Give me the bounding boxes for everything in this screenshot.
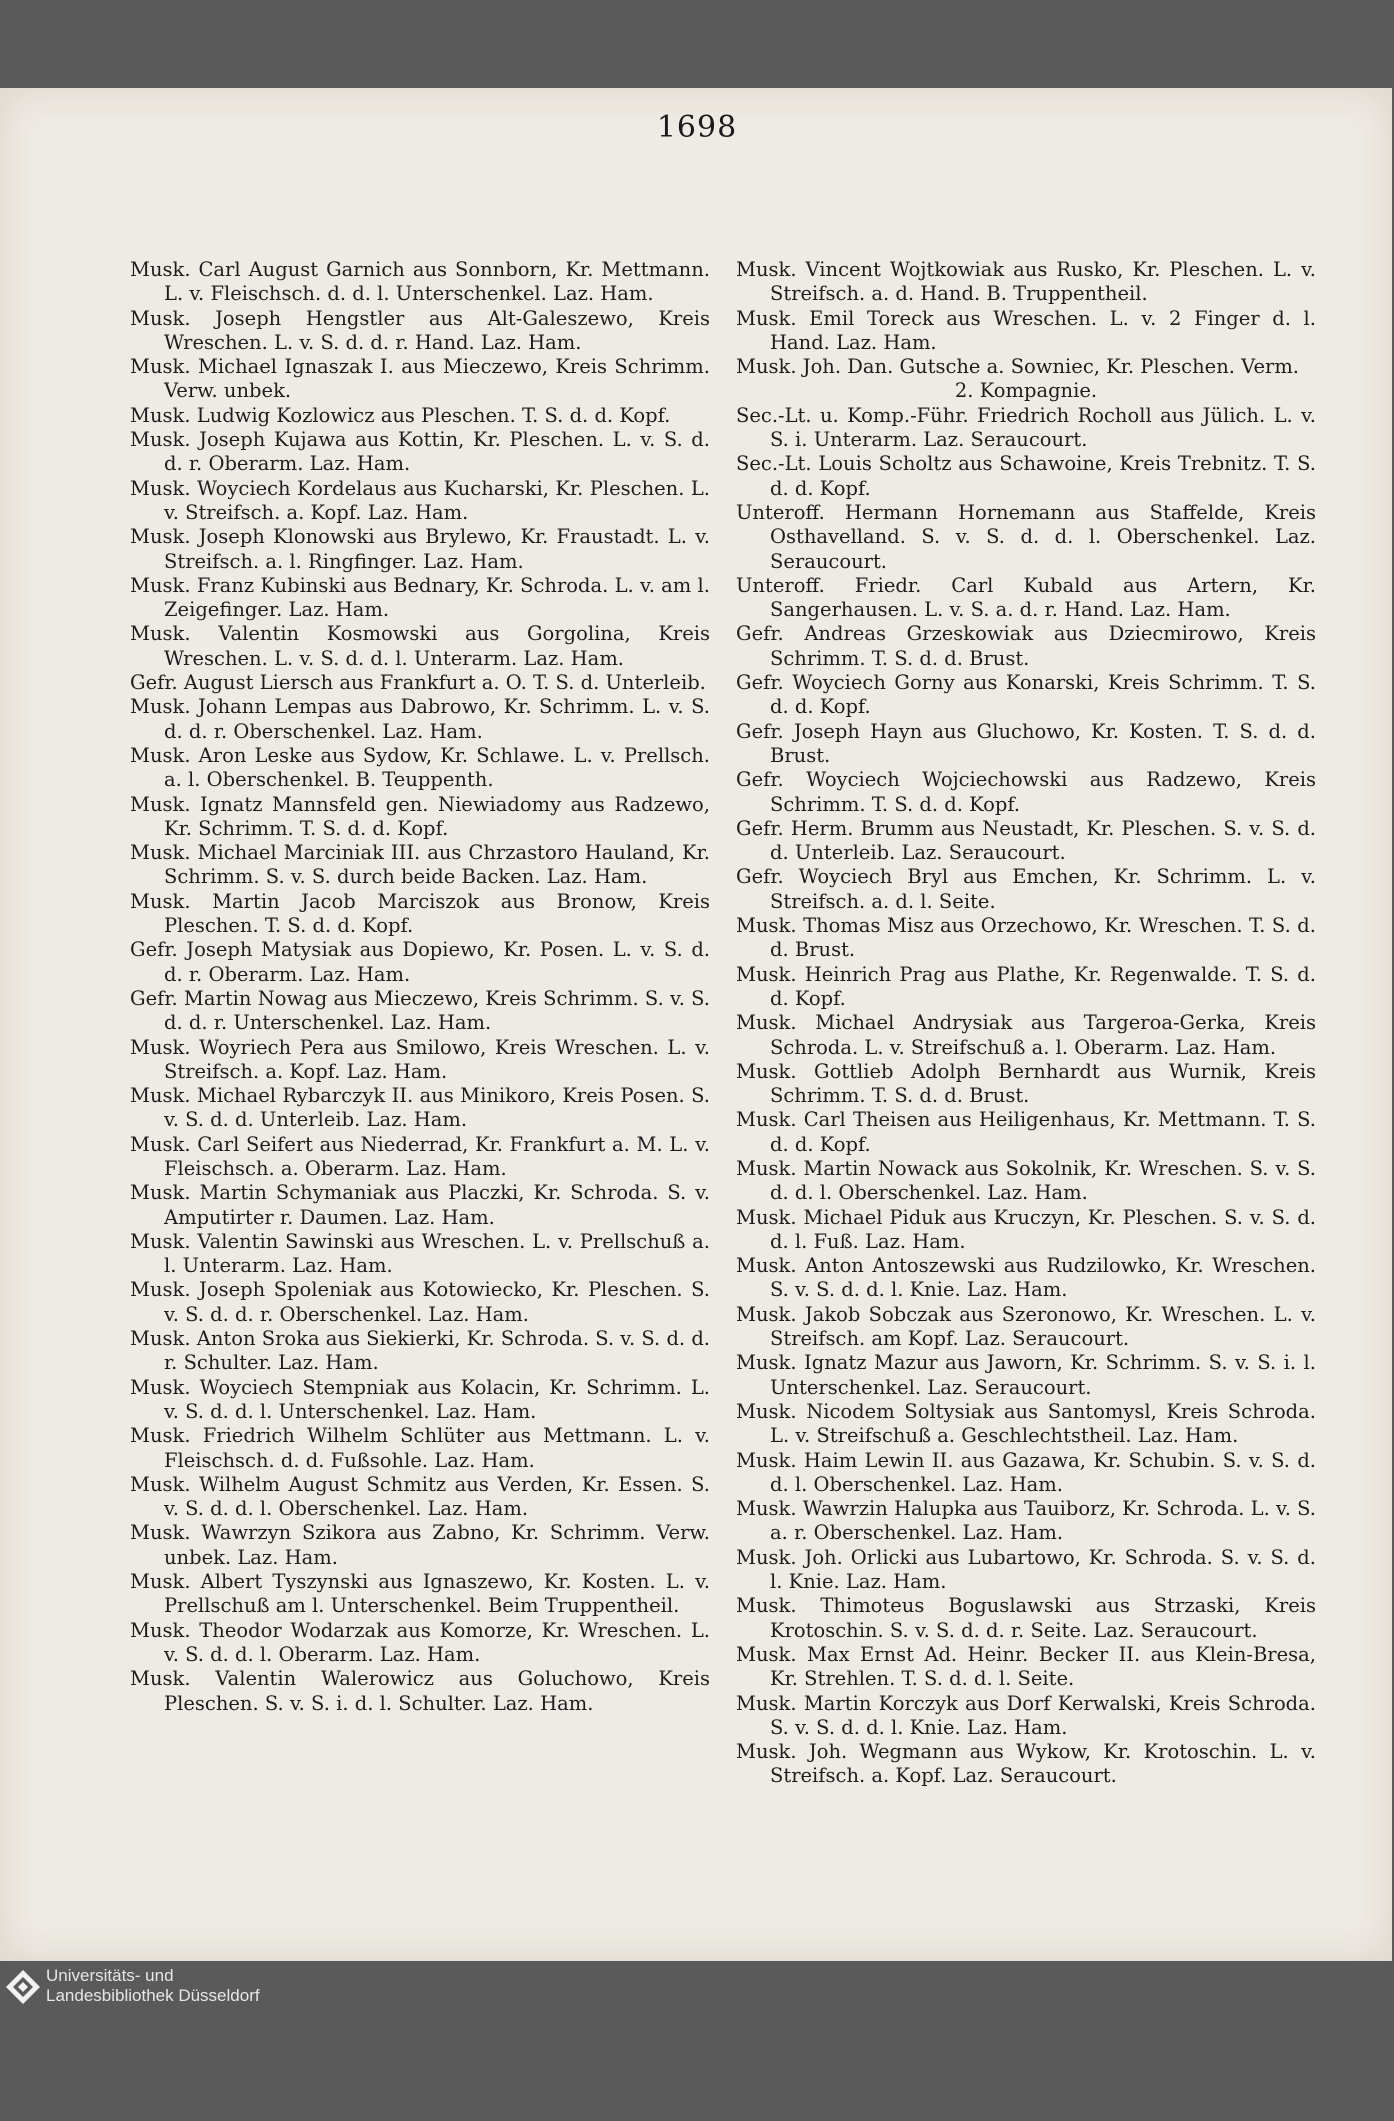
list-entry: Musk. Michael Piduk aus Kruczyn, Kr. Pleschen. S. v. S. d. d. l. Fuß. Laz. Ham.	[736, 1205, 1316, 1253]
list-entry: Gefr. August Liersch aus Frankfurt a. O. T. S. d. Unterleib.	[130, 671, 706, 695]
list-entry: Musk. Aron Leske aus Sydow, Kr. Schlawe. L. v. Prellsch. a. l. Oberschenkel. B. Teuppenth.	[130, 743, 710, 792]
library-name-line1: Universitäts- und	[46, 1966, 174, 1985]
list-entry: Musk. Valentin Sawinski aus Wreschen. L. v. Prellschuß a. l. Unterarm. Laz. Ham.	[130, 1229, 710, 1278]
list-entry: Gefr. Joseph Matysiak aus Dopiewo, Kr. Posen. L. v. S. d. d. r. Oberarm. Laz. Ham.	[130, 938, 710, 986]
list-entry: Gefr. Woyciech Gorny aus Konarski, Kreis Schrimm. T. S. d. d. Kopf.	[736, 671, 1316, 719]
list-entry: Musk. Martin Korczyk aus Dorf Kerwalski, Kreis Schroda. S. v. S. d. d. l. Knie. Laz. Ham.	[736, 1691, 1316, 1739]
list-entry: Musk. Martin Nowack aus Sokolnik, Kr. Wreschen. S. v. S. d. d. l. Oberschenkel. Laz. Ham.	[736, 1156, 1316, 1205]
list-entry: Musk. Joseph Kujawa aus Kottin, Kr. Pleschen. L. v. S. d. d. r. Oberarm. Laz. Ham.	[130, 428, 710, 476]
list-entry: Musk. Carl Theisen aus Heiligenhaus, Kr. Mettmann. T. S. d. d. Kopf.	[736, 1108, 1316, 1156]
page-number: 1698	[656, 110, 738, 145]
list-entry: Musk. Carl August Garnich aus Sonnborn, Kr. Mettmann. L. v. Fleischsch. d. d. l. Unterschenkel. Laz. Ham.	[130, 258, 710, 306]
list-entry: Musk. Friedrich Wilhelm Schlüter aus Mettmann. L. v. Fleischsch. d. d. Fußsohle. Laz. Ham.	[130, 1424, 710, 1472]
list-entry: Musk. Wilhelm August Schmitz aus Verden, Kr. Essen. S. v. S. d. d. l. Oberschenkel. Laz. Ham.	[130, 1472, 710, 1521]
list-entry: Musk. Michael Rybarczyk II. aus Minikoro, Kreis Posen. S. v. S. d. d. Unterleib. Laz. Ham.	[130, 1084, 710, 1132]
list-entry: Musk. Joseph Spoleniak aus Kotowiecko, Kr. Pleschen. S. v. S. d. d. r. Oberschenkel. Laz. Ham.	[130, 1278, 710, 1326]
list-entry: Musk. Joh. Dan. Gutsche a. Sowniec, Kr. Pleschen. Verm.	[736, 355, 1300, 379]
list-entry: Musk. Max Ernst Ad. Heinr. Becker II. aus Klein-Bresa, Kr. Strehlen. T. S. d. d. l. Seite.	[736, 1642, 1316, 1691]
list-entry: Musk. Albert Tyszynski aus Ignaszewo, Kr. Kosten. L. v. Prellschuß am l. Unterschenkel. Beim Truppentheil.	[130, 1570, 710, 1618]
list-entry: Musk. Woyciech Stempniak aus Kolacin, Kr. Schrimm. L. v. S. d. d. l. Unterschenkel. Laz. Ham.	[130, 1375, 710, 1423]
list-entry: Sec.-Lt. Louis Scholtz aus Schawoine, Kreis Trebnitz. T. S. d. d. Kopf.	[736, 452, 1316, 500]
list-entry: Musk. Nicodem Soltysiak aus Santomysl, Kreis Schroda. L. v. Streifschuß a. Geschlechtstheil. Laz. Ham.	[736, 1399, 1316, 1448]
list-entry: Musk. Vincent Wojtkowiak aus Rusko, Kr. Pleschen. L. v. Streifsch. a. d. Hand. B. Truppentheil.	[736, 258, 1316, 306]
list-entry: Gefr. Andreas Grzeskowiak aus Dziecmirowo, Kreis Schrimm. T. S. d. d. Brust.	[736, 622, 1316, 670]
list-entry: Musk. Ignatz Mannsfeld gen. Niewiadomy aus Radzewo, Kr. Schrimm. T. S. d. d. Kopf.	[130, 792, 710, 840]
list-entry: Musk. Martin Jacob Marciszok aus Bronow, Kreis Pleschen. T. S. d. d. Kopf.	[130, 889, 710, 938]
list-entry: Unteroff. Hermann Hornemann aus Staffelde, Kreis Osthavelland. S. v. S. d. d. l. Oberschenkel. Laz. Seraucourt.	[736, 500, 1316, 573]
list-entry: Musk. Johann Lempas aus Dabrowo, Kr. Schrimm. L. v. S. d. d. r. Oberschenkel. Laz. Ham.	[130, 695, 710, 743]
list-entry: Unteroff. Friedr. Carl Kubald aus Artern, Kr. Sangerhausen. L. v. S. a. d. r. Hand. Laz. Ham.	[736, 573, 1316, 622]
list-entry: Musk. Emil Toreck aus Wreschen. L. v. 2 Finger d. l. Hand. Laz. Ham.	[736, 306, 1316, 354]
list-entry: Musk. Wawrzyn Szikora aus Zabno, Kr. Schrimm. Verw. unbek. Laz. Ham.	[130, 1521, 710, 1569]
list-entry: Musk. Ignatz Mazur aus Jaworn, Kr. Schrimm. S. v. S. i. l. Unterschenkel. Laz. Seraucourt.	[736, 1351, 1316, 1399]
list-entry: Musk. Jakob Sobczak aus Szeronowo, Kr. Wreschen. L. v. Streifsch. am Kopf. Laz. Seraucourt.	[736, 1302, 1316, 1351]
list-entry: Musk. Michael Ignaszak I. aus Mieczewo, Kreis Schrimm. Verw. unbek.	[130, 355, 710, 403]
list-entry: Musk. Martin Schymaniak aus Placzki, Kr. Schroda. S. v. Amputirter r. Daumen. Laz. Ham.	[130, 1181, 710, 1229]
list-entry: Musk. Anton Sroka aus Siekierki, Kr. Schroda. S. v. S. d. d. r. Schulter. Laz. Ham.	[130, 1327, 711, 1375]
list-entry: Gefr. Woyciech Bryl aus Emchen, Kr. Schrimm. L. v. Streifsch. a. d. l. Seite.	[736, 865, 1316, 913]
list-entry: Musk. Thomas Misz aus Orzechowo, Kr. Wreschen. T. S. d. d. Brust.	[736, 914, 1316, 962]
list-entry: Musk. Valentin Kosmowski aus Gorgolina, Kreis Wreschen. L. v. S. d. d. l. Unterarm. Laz. Ham.	[130, 622, 710, 670]
list-entry: Musk. Woyciech Kordelaus aus Kucharski, Kr. Pleschen. L. v. Streifsch. a. Kopf. Laz. Ham.	[130, 476, 710, 524]
list-entry: Musk. Heinrich Prag aus Plathe, Kr. Regenwalde. T. S. d. d. Kopf.	[736, 962, 1316, 1010]
section-heading: 2. Kompagnie.	[954, 379, 1098, 403]
list-entry: Musk. Theodor Wodarzak aus Komorze, Kr. Wreschen. L. v. S. d. d. l. Oberarm. Laz. Ham.	[130, 1618, 710, 1666]
list-entry: Gefr. Herm. Brumm aus Neustadt, Kr. Pleschen. S. v. S. d. d. Unterleib. Laz. Seraucourt.	[736, 816, 1316, 865]
list-entry: Musk. Wawrzin Halupka aus Tauiborz, Kr. Schroda. L. v. S. a. r. Oberschenkel. Laz. Ham.	[736, 1497, 1316, 1545]
left-column	[130, 258, 710, 1716]
list-entry: Gefr. Woyciech Wojciechowski aus Radzewo, Kreis Schrimm. T. S. d. d. Kopf.	[736, 768, 1316, 816]
list-entry: Musk. Michael Marciniak III. aus Chrzastoro Hauland, Kr. Schrimm. S. v. S. durch beide Backen. Laz. Ham.	[130, 841, 710, 889]
list-entry: Musk. Anton Antoszewski aus Rudzilowko, Kr. Wreschen. S. v. S. d. d. l. Knie. Laz. Ham.	[736, 1254, 1316, 1302]
library-logo-icon	[4, 1968, 42, 2006]
library-name-line2: Landesbibliothek Düsseldorf	[46, 1986, 260, 2005]
list-entry: Musk. Joh. Wegmann aus Wykow, Kr. Krotoschin. L. v. Streifsch. a. Kopf. Laz. Seraucourt.	[736, 1740, 1316, 1788]
list-entry: Musk. Franz Kubinski aus Bednary, Kr. Schroda. L. v. am l. Zeigefinger. Laz. Ham.	[130, 573, 710, 622]
list-entry: Musk. Woyriech Pera aus Smilowo, Kreis Wreschen. L. v. Streifsch. a. Kopf. Laz. Ham.	[130, 1035, 710, 1083]
list-entry: Musk. Joseph Hengstler aus Alt-Galeszewo, Kreis Wreschen. L. v. S. d. d. r. Hand. Laz. Ham.	[130, 306, 710, 354]
list-entry: Musk. Carl Seifert aus Niederrad, Kr. Frankfurt a. M. L. v. Fleischsch. a. Oberarm. Laz. Ham.	[130, 1132, 710, 1180]
list-entry: Musk. Haim Lewin II. aus Gazawa, Kr. Schubin. S. v. S. d. d. l. Oberschenkel. Laz. Ham.	[736, 1448, 1316, 1496]
list-entry: Musk. Gottlieb Adolph Bernhardt aus Wurnik, Kreis Schrimm. T. S. d. d. Brust.	[736, 1059, 1316, 1108]
list-entry: Musk. Ludwig Kozlowicz aus Pleschen. T. S. d. d. Kopf.	[130, 403, 671, 427]
list-entry: Musk. Michael Andrysiak aus Targeroa-Gerka, Kreis Schroda. L. v. Streifschuß a. l. Oberarm. Laz. Ham.	[736, 1011, 1316, 1059]
list-entry: Musk. Valentin Walerowicz aus Goluchowo, Kreis Pleschen. S. v. S. i. d. l. Schulter. Laz. Ham.	[130, 1667, 710, 1715]
list-entry: Gefr. Martin Nowag aus Mieczewo, Kreis Schrimm. S. v. S. d. d. r. Unterschenkel. Laz. Ham.	[130, 986, 710, 1035]
list-entry: Gefr. Joseph Hayn aus Gluchowo, Kr. Kosten. T. S. d. d. Brust.	[736, 719, 1316, 767]
list-entry: Musk. Thimoteus Boguslawski aus Strzaski, Kreis Krotoschin. S. v. S. d. d. r. Seite. Laz. Seraucourt.	[736, 1594, 1316, 1642]
library-name	[46, 1966, 260, 2006]
right-column	[736, 258, 1316, 1789]
list-entry: Sec.-Lt. u. Komp.-Führ. Friedrich Rocholl aus Jülich. L. v. S. i. Unterarm. Laz. Seraucourt.	[736, 403, 1316, 452]
list-entry: Musk. Joseph Klonowski aus Brylewo, Kr. Fraustadt. L. v. Streifsch. a. l. Ringfinger. Laz. Ham.	[130, 525, 710, 573]
list-entry: Musk. Joh. Orlicki aus Lubartowo, Kr. Schroda. S. v. S. d. l. Knie. Laz. Ham.	[736, 1545, 1316, 1594]
